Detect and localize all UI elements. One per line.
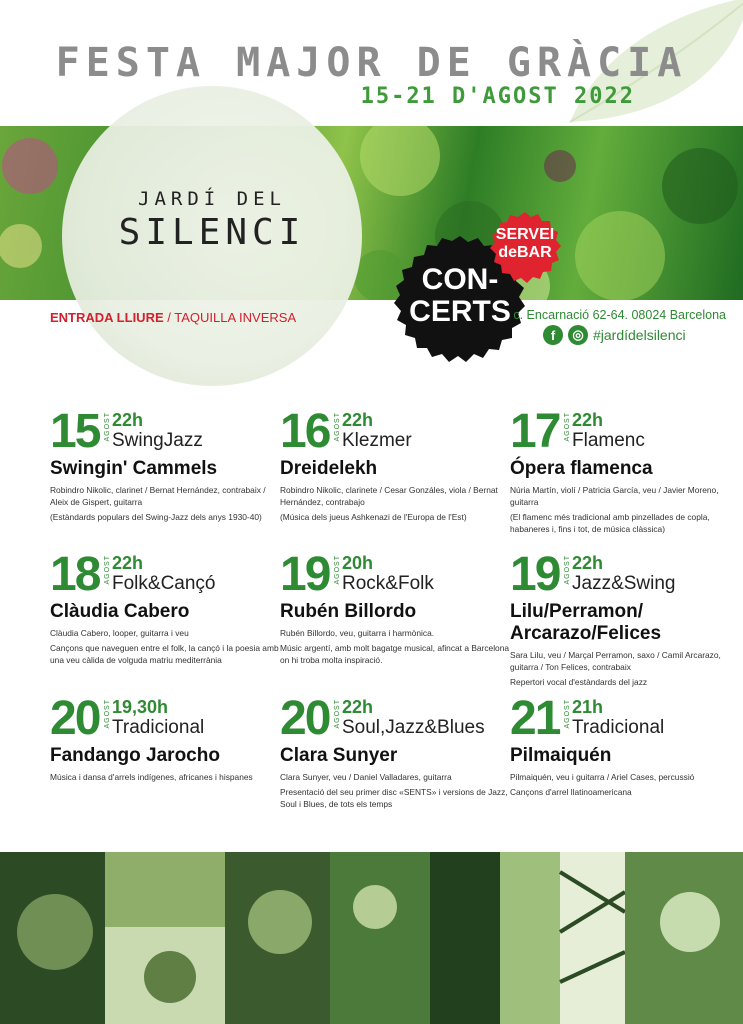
- bar-service-line1: SERVEI: [495, 226, 555, 243]
- event-month: AGOST: [564, 699, 571, 729]
- event-credits: Sara Lilu, veu / Marçal Perramon, saxo / Camil Arcarazo, guitarra / Ton Felices, contrabaix: [510, 650, 721, 672]
- event-header: [50, 548, 280, 601]
- event-time: 22h: [572, 410, 604, 430]
- event-genre: Flamenc: [572, 430, 645, 451]
- event-credits: Música i dansa d'arrels indígenes, africanes i hispanes: [50, 772, 253, 782]
- hashtag-label: #jardídelsilenci: [593, 327, 686, 343]
- event-artist: Pilmaiquén: [510, 745, 612, 766]
- event-header: [510, 405, 740, 458]
- event-card: [510, 405, 740, 535]
- event-genre: Soul,Jazz&Blues: [342, 717, 485, 738]
- event-time: 22h: [112, 410, 144, 430]
- event-artist: Clara Sunyer: [280, 745, 398, 766]
- event-card: [280, 692, 510, 810]
- entry-separator: /: [167, 310, 171, 325]
- event-month: AGOST: [334, 699, 341, 729]
- bar-service-label: [487, 226, 563, 262]
- venue-logo: [112, 188, 312, 253]
- event-artist: Fandango Jarocho: [50, 745, 220, 766]
- event-day: 20: [50, 692, 100, 745]
- event-credits: Pilmaiquén, veu i guitarra / Ariel Cases, percussió: [510, 772, 695, 782]
- event-genre: Folk&Cançó: [112, 573, 216, 594]
- event-description: Cançons d'arrel llatinoamericana: [510, 787, 632, 797]
- event-month: AGOST: [334, 412, 341, 442]
- event-credits: Robindro Nikolic, clarinet / Bernat Hernández, contrabaix / Aleix de Gispert, guitarra: [50, 485, 266, 507]
- event-day: 20: [280, 692, 330, 745]
- concerts-label-line1: CON-: [421, 263, 499, 296]
- event-header: [280, 692, 510, 745]
- event-card: [50, 692, 280, 786]
- event-month: AGOST: [104, 412, 111, 442]
- event-artist: Dreidelekh: [280, 458, 378, 479]
- event-artist: Ópera flamenca: [510, 458, 653, 479]
- event-time: 19,30h: [112, 697, 169, 717]
- event-month: AGOST: [104, 699, 111, 729]
- event-time: 21h: [572, 697, 604, 717]
- event-month: AGOST: [334, 555, 341, 585]
- event-artist: Swingin' Cammels: [50, 458, 218, 479]
- event-credits: Robindro Nikolic, clarinete / Cesar Gonzáles, viola / Bernat Hernández, contrabajo: [280, 485, 498, 507]
- event-time: 22h: [342, 697, 374, 717]
- event-description: Cançons que naveguen entre el folk, la cançó i la poesia amb una veu càlida de volguda matriu mediterrània: [50, 643, 279, 665]
- event-description: (El flamenc més tradicional amb pinzellades de copla, habaneres i, fins i tot, de música clàssica): [510, 512, 710, 534]
- event-day: 19: [280, 548, 330, 601]
- event-time: 22h: [342, 410, 374, 430]
- event-header: [280, 405, 510, 458]
- event-day: 18: [50, 548, 100, 601]
- event-credits: Núria Martín, violí / Patricia García, veu / Javier Moreno, guitarra: [510, 485, 719, 507]
- event-description: (Estàndards populars del Swing-Jazz dels anys 1930-40): [50, 512, 262, 522]
- event-genre: Klezmer: [342, 430, 412, 451]
- event-artist: Clàudia Cabero: [50, 601, 190, 622]
- entry-info: [50, 310, 296, 325]
- event-genre: Tradicional: [112, 717, 205, 738]
- event-credits: Clàudia Cabero, looper, guitarra i veu: [50, 628, 189, 638]
- event-card: [510, 692, 740, 798]
- event-header: [50, 692, 280, 745]
- event-artist: Rubén Billordo: [280, 601, 417, 622]
- event-month: AGOST: [564, 555, 571, 585]
- event-day: 15: [50, 405, 100, 458]
- event-genre: Tradicional: [572, 717, 665, 738]
- event-card: [50, 548, 280, 666]
- bar-service-line2: deBAR: [498, 244, 552, 261]
- event-description: Presentació del seu primer disc «SENTS» i versions de Jazz, Soul i Blues, de tots els temps: [280, 787, 508, 809]
- event-time: 22h: [112, 553, 144, 573]
- event-description: (Música dels jueus Ashkenazi de l'Europa de l'Est): [280, 512, 467, 522]
- event-card: [50, 405, 280, 523]
- event-description: Repertori vocal d'estàndards del jazz: [510, 677, 648, 687]
- artist-photo-strip: [0, 852, 743, 1024]
- event-card: [280, 548, 510, 666]
- event-header: [510, 548, 740, 601]
- event-day: 16: [280, 405, 330, 458]
- inverse-ticket-label: TAQUILLA INVERSA: [174, 310, 297, 325]
- event-day: 19: [510, 548, 560, 601]
- free-entry-label: ENTRADA LLIURE: [50, 310, 164, 325]
- event-header: [510, 692, 740, 745]
- event-header: [280, 548, 510, 601]
- event-artist: Lilu/Perramon/ Arcarazo/Felices: [510, 601, 662, 644]
- social-links: [543, 325, 686, 345]
- event-month: AGOST: [104, 555, 111, 585]
- event-description: Músic argentí, amb molt bagatge musical, afincat a Barcelona on hi troba molta inspiració.: [280, 643, 510, 665]
- facebook-icon[interactable]: f: [543, 325, 563, 345]
- event-month: AGOST: [564, 412, 571, 442]
- event-header: [50, 405, 280, 458]
- event-genre: Rock&Folk: [342, 573, 434, 594]
- event-credits: Clara Sunyer, veu / Daniel Valladares, guitarra: [280, 772, 452, 782]
- concerts-label-line2: CERTS: [409, 295, 511, 328]
- venue-name-line1: JARDÍ DEL: [138, 188, 286, 210]
- festival-title: FESTA MAJOR DE GRÀCIA: [55, 40, 688, 86]
- event-time: 22h: [572, 553, 604, 573]
- event-card: [280, 405, 510, 523]
- instagram-icon[interactable]: ◎: [568, 325, 588, 345]
- event-time: 20h: [342, 553, 374, 573]
- event-credits: Rubén Billordo, veu, guitarra i harmònica.: [280, 628, 435, 638]
- event-genre: Jazz&Swing: [572, 573, 676, 594]
- event-day: 17: [510, 405, 560, 458]
- venue-name-line2: SILENCI: [118, 212, 306, 253]
- event-card: [510, 548, 740, 688]
- venue-address: c. Encarnació 62-64. 08024 Barcelona: [513, 308, 726, 322]
- event-day: 21: [510, 692, 560, 745]
- festival-dates: 15-21 D'AGOST 2022: [360, 84, 635, 109]
- event-genre: SwingJazz: [112, 430, 203, 451]
